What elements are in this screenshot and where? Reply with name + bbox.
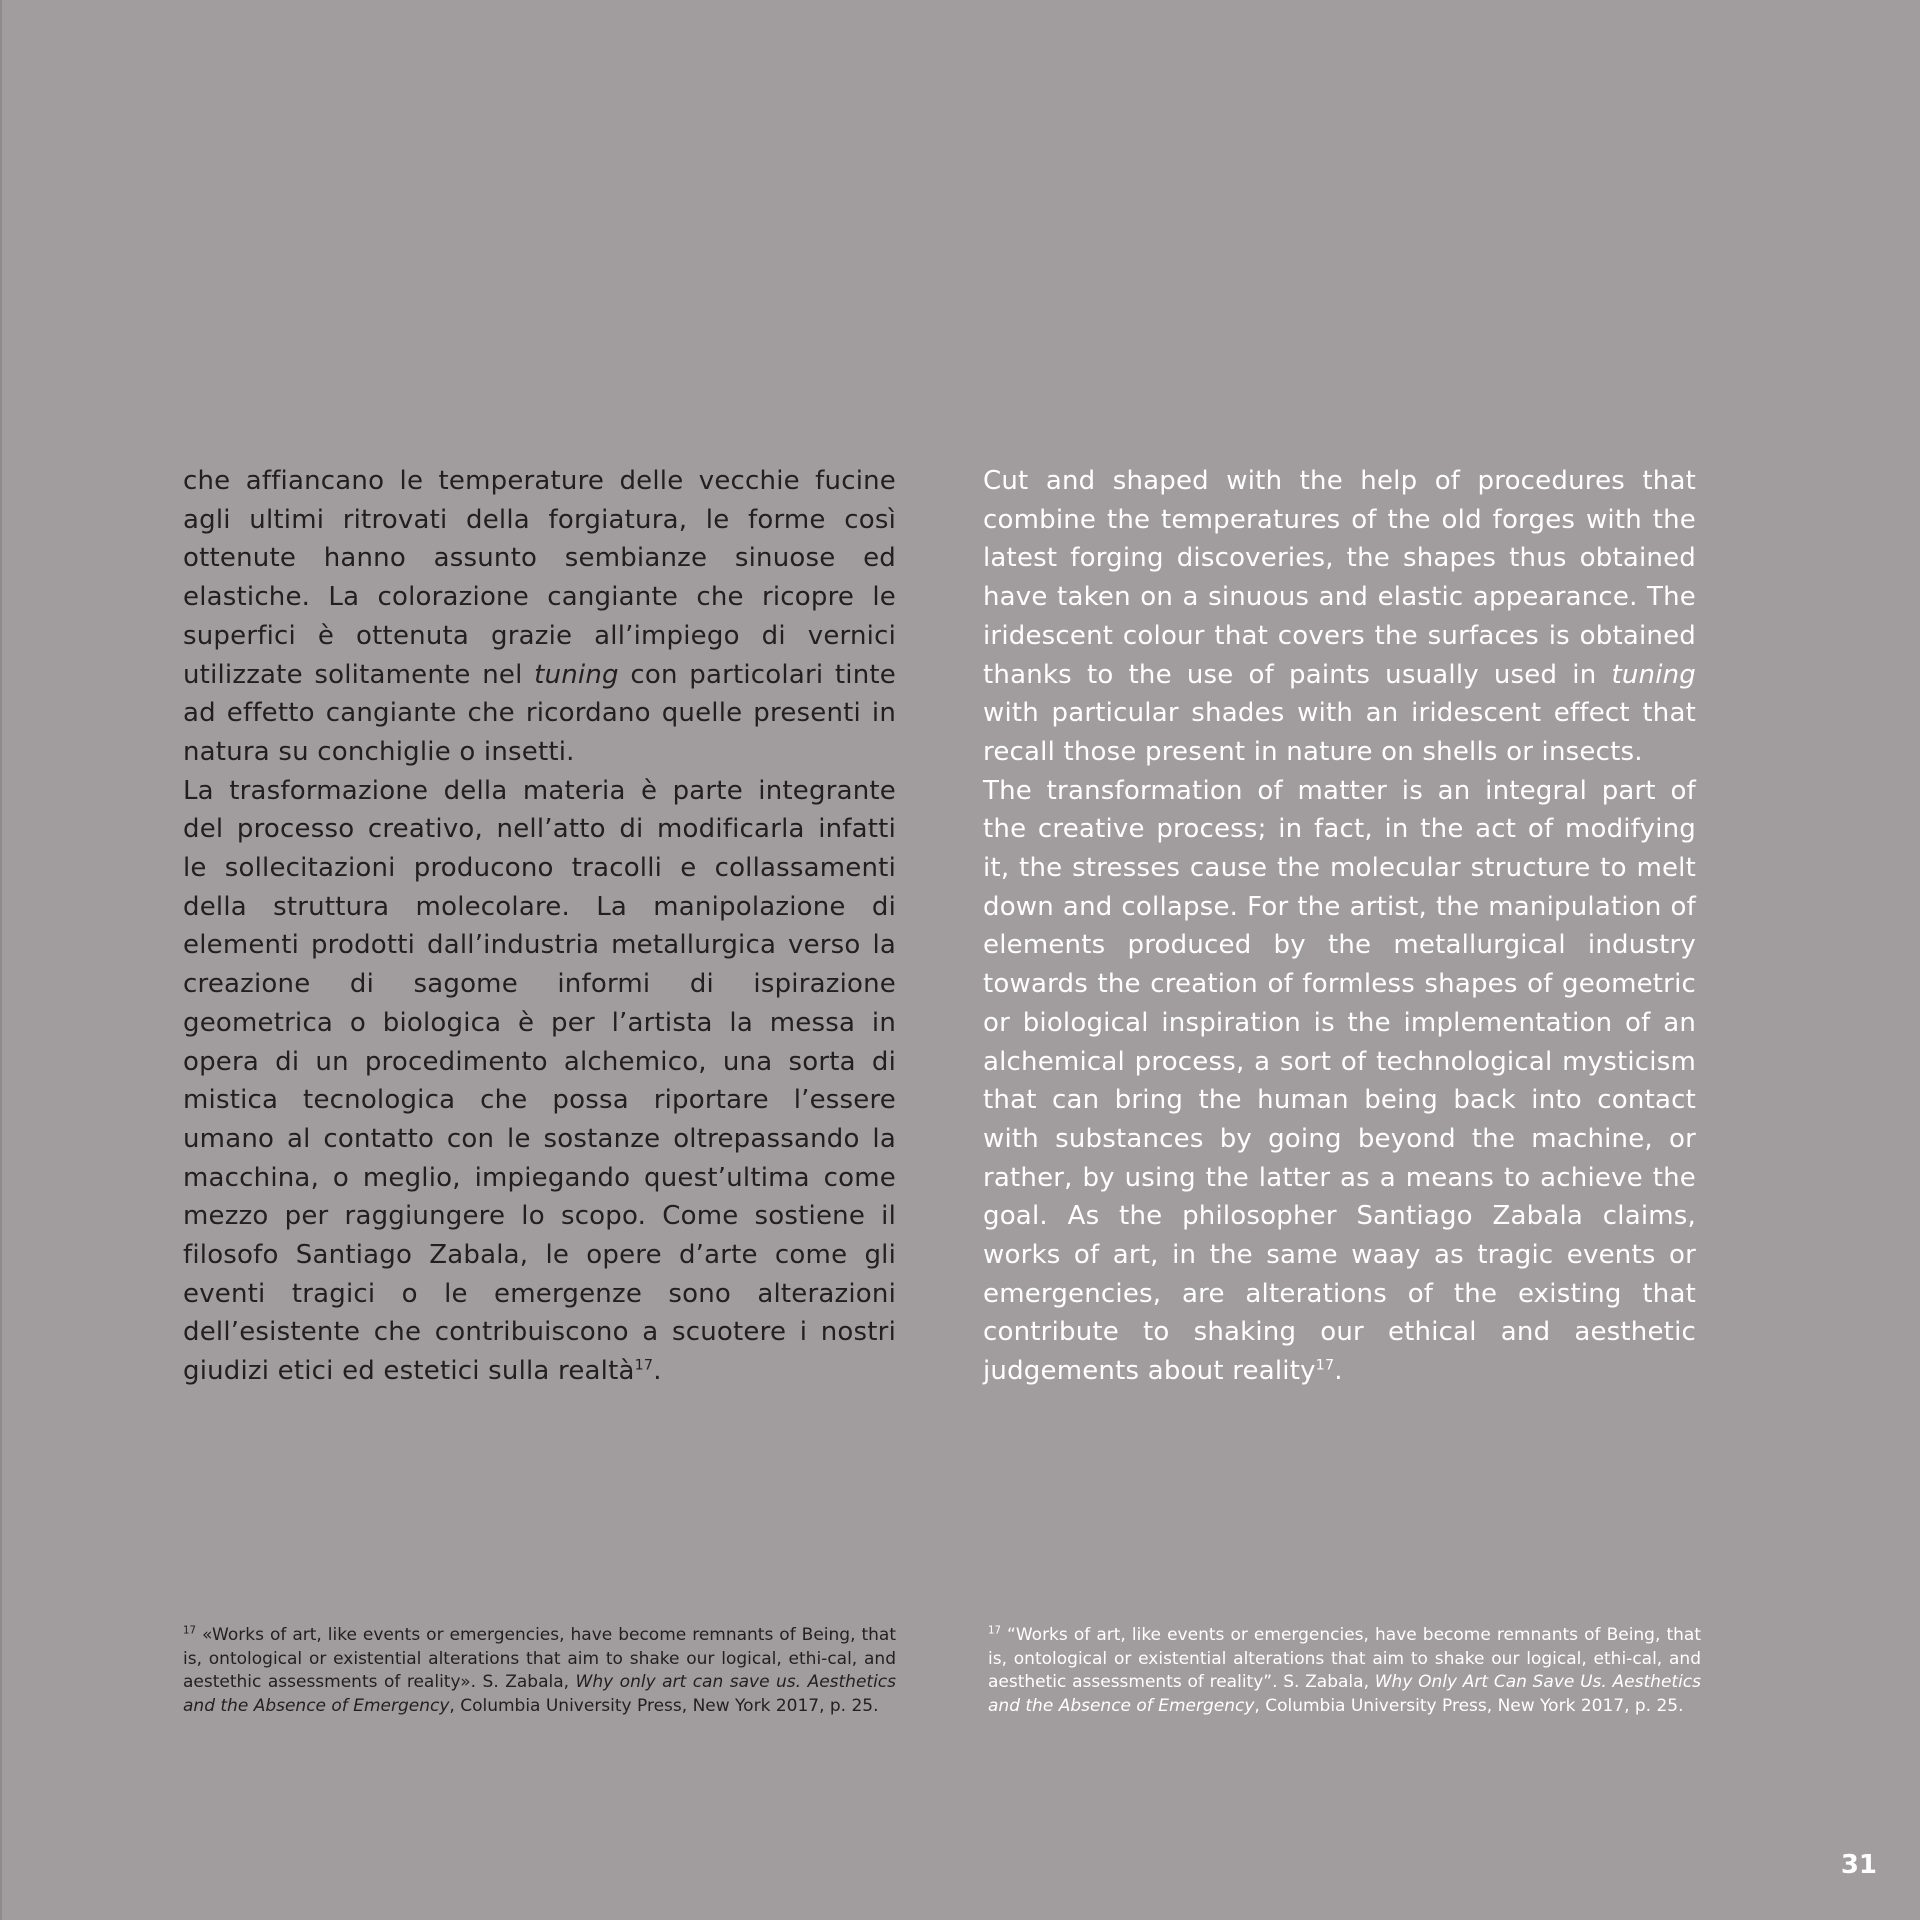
italian-column: [183, 462, 896, 1391]
english-p2-text: The transformation of matter is an integral part of the creative process; in fact, in the act of modifying it, the stresses cause the molecular structure to melt down and collapse. For the artist, the manipulation of elements produced by the metallurgical industry towards the creation of formless shapes of geometric or biological inspiration is the implementation of an alchemical process, a sort of technological mysticism that can bring the human being back into contact with substances by going beyond the machine, or rather, by using the latter as a means to achieve the goal. As the philosopher Santiago Zabala claims, works of art, in the same waay as tragic events or emergencies, are alterations of the existing that contribute to shaking our ethical and aesthetic judgements about reality: [983, 775, 1696, 1387]
english-p1-italic: tuning: [1611, 659, 1696, 690]
italian-p1-text-b: con particolari tinte ad effetto cangiante che ricordano quelle presenti in natura su conchiglie o insetti.: [183, 659, 896, 767]
italian-footnote-number: 17: [183, 1625, 196, 1637]
english-footnote-ref: 17: [1315, 1357, 1335, 1374]
italian-p1-italic: tuning: [534, 659, 619, 690]
english-footnote-number: 17: [988, 1625, 1001, 1637]
english-p1-text-b: with particular shades with an iridescent effect that recall those present in nature on shells or insects.: [983, 698, 1696, 767]
english-footnote-text-b: , Columbia University Press, New York 2017, p. 25.: [1254, 1695, 1684, 1716]
english-footnote-text-a: “Works of art, like events or emergencies, have become remnants of Being, that is, ontological or existential alterations that aim to shake our logical, ethi-cal, and aesthetic assessments of reality”. S. Zabala,: [988, 1625, 1701, 1692]
english-footnote-title: Why Only Art Can Save Us. Aesthetics and the Absence of Emergency: [988, 1672, 1701, 1716]
italian-footnote-text-b: , Columbia University Press, New York 2017, p. 25.: [449, 1695, 879, 1716]
italian-footnote: [183, 1624, 896, 1718]
italian-footnote-text-a: «Works of art, like events or emergencies, have become remnants of Being, that is, ontological or existential alterations that aim to shake our logical, ethi-cal, and aestethic assessments of reality». S. Zabala,: [183, 1625, 896, 1692]
italian-footnote-ref: 17: [634, 1357, 654, 1374]
italian-p2-end: .: [653, 1356, 662, 1387]
page-number: 31: [1840, 1850, 1877, 1880]
english-footnote: [988, 1624, 1701, 1718]
italian-footnote-title: Why only art can save us. Aesthetics and the Absence of Emergency: [183, 1672, 897, 1716]
english-paragraph-1: [983, 462, 1696, 772]
italian-p2-text: La trasformazione della materia è parte integrante del processo creativo, nell’atto di modificarla infatti le sollecitazioni producono tracolli e collassamenti della struttura molecolare. La manipolazione di elementi prodotti dall’industria metallurgica verso la creazione di sagome informi di ispirazione geometrica o biologica è per l’artista la messa in opera di un procedimento alchemico, una sorta di mistica tecnologica che possa riportare l’essere umano al contatto con le sostanze oltrepassando la macchina, o meglio, impiegando quest’ultima come mezzo per raggiungere lo scopo. Come sostiene il filosofo Santiago Zabala, le opere d’arte come gli eventi tragici o le emergenze sono alterazioni dell’esistente che contribuiscono a scuotere i nostri giudizi etici ed estetici sulla realtà: [183, 775, 896, 1387]
page-edge: [0, 0, 2, 1920]
italian-paragraph-1: [183, 462, 896, 772]
italian-p1-text-a: che affiancano le temperature delle vecchie fucine agli ultimi ritrovati della forgiatura, le forme così ottenute hanno assunto sembianze sinuose ed elastiche. La colorazione cangiante che ricopre le superfici è ottenuta grazie all’impiego di vernici utilizzate solitamente nel: [183, 466, 896, 690]
english-p2-end: .: [1334, 1356, 1343, 1387]
english-paragraph-2: [983, 772, 1696, 1391]
italian-paragraph-2: [183, 772, 896, 1391]
english-p1-text-a: Cut and shaped with the help of procedures that combine the temperatures of the old forges with the latest forging discoveries, the shapes thus obtained have taken on a sinuous and elastic appearance. The iridescent colour that covers the surfaces is obtained thanks to the use of paints usually used in: [983, 466, 1696, 690]
english-column: [983, 462, 1696, 1391]
